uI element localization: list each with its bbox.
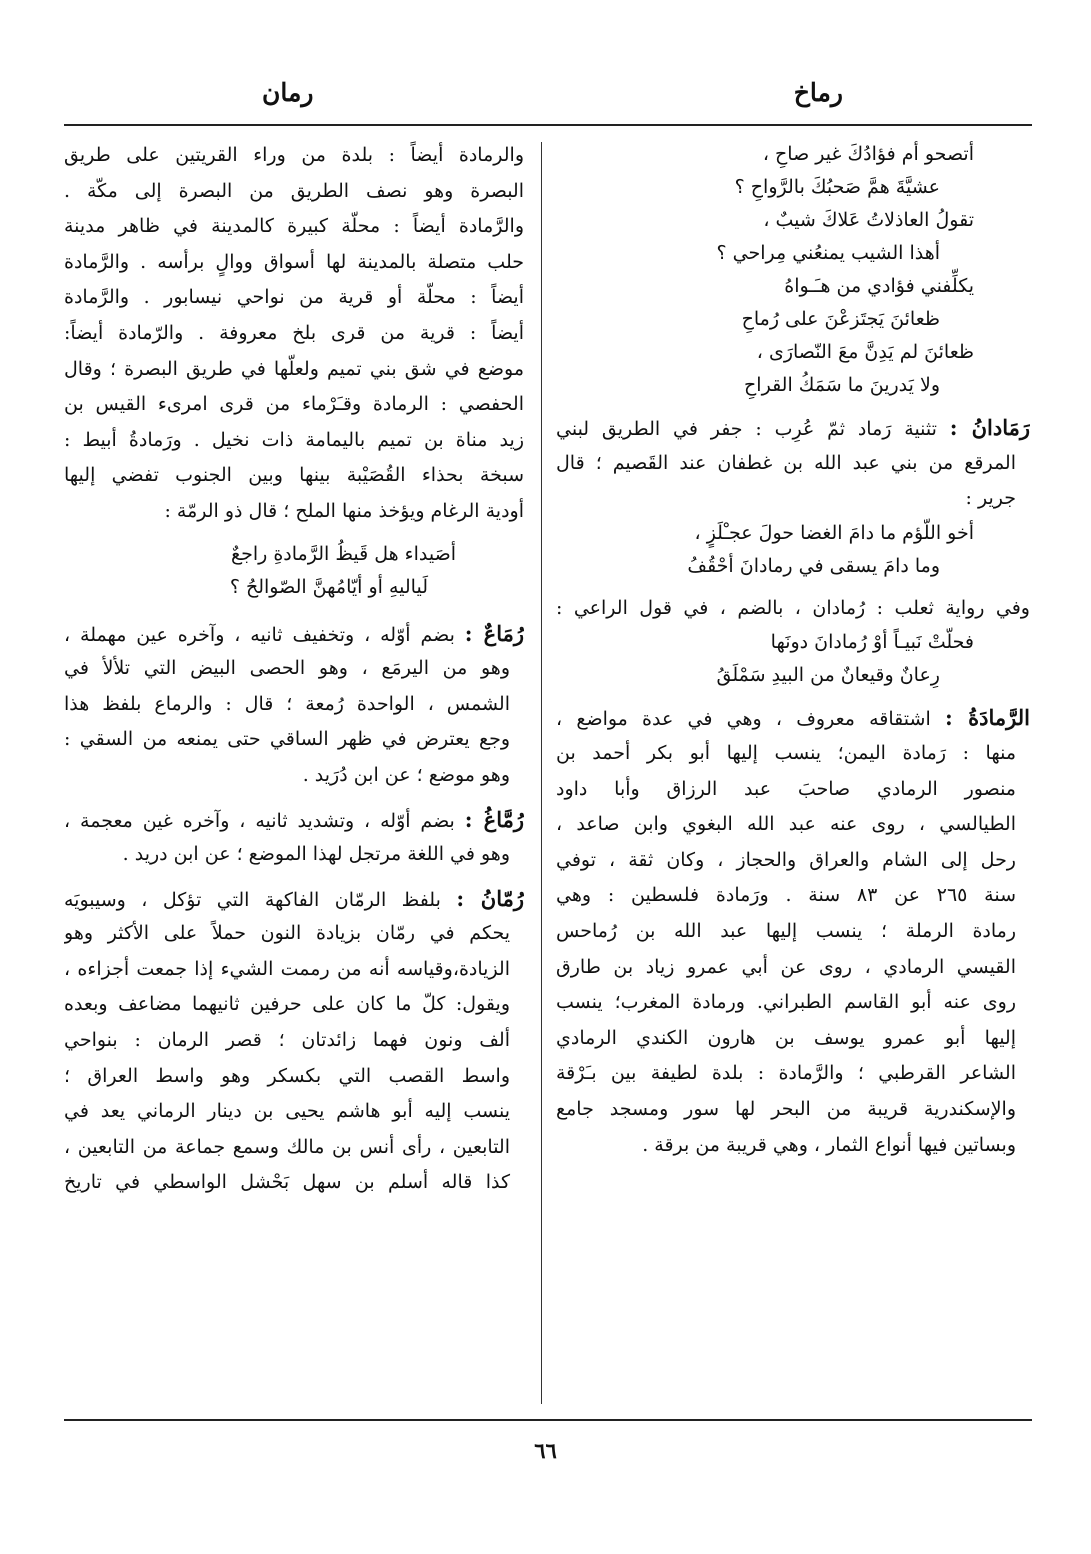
entry-line: سنة ٢٦٥ عن ٨٣ سنة . ورَمادة فلسطين : وهي: [556, 884, 1016, 907]
entry-line: وهو من اليرمَع ، وهو الحصى البيض التي تلألأ في: [64, 657, 510, 680]
entry-line: وبساتين فيها أنواع الثمار ، وهي قريبة من برقة .: [642, 1133, 1016, 1156]
text-line: سبخة بحذاء القُصَيْبة بينها وبين الجنوب تفضي إليها: [64, 464, 524, 487]
entry-headword: رُمَاعٌ :: [464, 620, 524, 646]
verse-line: عشيَّةَ همَّ صَحبُكَ بالرَّواحِ ؟: [734, 176, 940, 198]
entry-ramada: [556, 700, 1030, 1163]
verse-line: أصَيداء هل قَيظُ الرَّمادةِ راجعٌ: [231, 542, 456, 565]
entry-line: واسط القصب التي بكسكر وهو واسط العراق ؛: [64, 1064, 510, 1087]
entry-line: منصور الرمادي صاحبَ عبد الرزاق وأبا داود: [556, 777, 1016, 800]
verse-line: ولا يَدرينَ ما سَمَكُ القراحِ: [744, 374, 940, 396]
running-header-right: رماخ: [793, 78, 843, 107]
entry-line: يحكم في رمّان بزيادة النون حملاً على الأكثر وهو: [64, 922, 510, 945]
entry-rumagh: [64, 802, 524, 873]
running-header-left: رمان: [262, 78, 314, 107]
entry-headword: الرَّمادَةُ :: [944, 705, 1030, 731]
entry-line: الطيالسي ، روى عنه عبد الله البغوي وابن صاعد ،: [556, 813, 1017, 836]
entry-rumaa: [64, 616, 524, 794]
entry-headword: رُمّانُ :: [456, 885, 524, 911]
entry-line: منها : رَمادة اليمن؛ ينسب إليها أبو بكر أحمد بن: [556, 741, 1016, 764]
verse-block: [64, 538, 524, 604]
verse-line: تقولُ العاذلاتُ عَلاكَ شيبٌ ،: [763, 209, 974, 231]
verse-line: يكلِّفني فؤادي من هـَـواهُ: [784, 275, 974, 297]
text-line: والرمادة أيضاً : بلدة من وراء القريتين على طريق: [64, 144, 524, 166]
entry-ramadan: [556, 410, 1030, 517]
entry-line: الشمس ، الواحدة رُمعة ؛ قال : والرماع بلفظ هذا: [64, 692, 510, 715]
entry-line: ينسب إليه أبو هاشم يحيى بن دينار الرماني يعد في: [64, 1100, 510, 1123]
verse-line: ظعائنَ يَجتَزعْنَ على رُماحِ: [741, 308, 940, 330]
text-line: أيضاً : محلّة أو قرية من نواحي نيسابور . والرَّمادة: [64, 286, 524, 309]
verse-line: فحلّتْ نَبيـاً أوْ رُمادانَ دونَها: [770, 631, 974, 654]
entry-line: رمادة الرملة ؛ ينسب إليها عبد الله بن رُماحس: [556, 919, 1016, 942]
text-line: أودية الرغام ويؤخذ منها الملح ؛ قال ذو الرمّة :: [164, 499, 524, 522]
verse-line: أخو اللّؤم ما دامَ الغضا حولَ عجـْلَزٍ ،: [694, 521, 974, 544]
entry-headword: رَمَادانُ :: [949, 415, 1030, 440]
column-separator: [541, 142, 542, 1404]
text-line: زيد مناة بن تميم باليمامة ذات نخيل . ورَمادةُ أبيط :: [64, 428, 524, 451]
entry-line: الشاعر القرطبي ؛ والرَّمادة : بلدة لطيفة بين بـَرْقة: [556, 1062, 1016, 1085]
page-number: ٦٦: [534, 1438, 557, 1463]
entry-line: جرير :: [965, 487, 1016, 510]
entry-line: الزيادة،وقياسه أنه من رممت الشيء إذا جمعت أجزاءه ،: [64, 957, 510, 980]
verse-block-2: [556, 517, 1030, 583]
text-line: موضع في شق بني تميم ولعلّها في طريق البصرة ؛ وقال: [64, 357, 524, 380]
text-line: أيضاً : قرية من قرى بلخ معروفة . والرّمادة أيضاً:: [64, 321, 524, 344]
entry-rumman: [64, 881, 524, 1201]
entry-line: ألف ونون فهما زائدتان ؛ قصر الرمان : بنواحي: [64, 1029, 510, 1052]
entry-line: الرَّمادَةُ : اشتقاقه معروف ، وهي في عدة مواضع ،: [556, 705, 1030, 731]
text-line: الحفصي : الرمادة وقـَرْماء من قرى امرىء القيس بن: [64, 393, 524, 416]
entry-line: المرقع من بني عبد الله بن غطفان عند القَصيم ؛ قال: [556, 451, 1016, 474]
entry-line: إليها أبو عمرو يوسف بن هارون الكندي الرمادي: [556, 1026, 1016, 1049]
text-line: والرَّمادة أيضاً : محلّة كبيرة كالمدينة في ظاهر مدينة: [64, 215, 524, 238]
footer-rule: [64, 1419, 1032, 1421]
entry-line: التابعين ، رأى أنس بن مالك وسمع جماعة من التابعين ،: [64, 1135, 510, 1158]
entry-line: وهو في اللغة مرتجل لهذا الموضع ؛ عن ابن دريد .: [122, 843, 510, 866]
entry-line: القيسي الرمادي ، روى عن أبي عمرو زياد بن طارق: [556, 955, 1016, 978]
verse-block-3: [556, 626, 1030, 692]
entry-line: رَمَادانُ : تثنية رَماد ثمّ عُرِب : جفر في الطريق لبني: [556, 415, 1030, 440]
text-line: حلب متصلة بالمدينة لها أسواق ووالٍ برأسه . والرَّمادة: [64, 250, 524, 273]
entry-line: وهو موضع ؛ عن ابن دُرَيد .: [302, 763, 510, 786]
verse-line: ظعائنَ لم يَدِنَّ معَ النّصارَى ،: [756, 341, 974, 363]
verse-line: رِعانٌ وقيعانٌ من البيدِ سَمْلَقُ: [716, 664, 940, 687]
entry-line: والإسكندرية قريبة من البحر لها سور ومسجد جامع: [556, 1097, 1016, 1120]
entry-line: ويقول: كلّ ما كان على حرفين ثانيهما مضاعف وبعده: [64, 993, 510, 1016]
verse-line: وما دامَ يسقى في رمادانَ أحْقُفُ: [687, 554, 940, 577]
header-rule: [64, 124, 1032, 126]
verse-line: لَياليهِ أو أيّامُهنَّ الصّوالحُ ؟: [229, 575, 428, 598]
verse-block-1: [556, 138, 1030, 402]
right-column: [556, 138, 1030, 1163]
continued-text: [64, 138, 524, 530]
entry-line: وجع يعترض في ظهر الساقي حتى يمنعه من السقي :: [64, 728, 510, 751]
thalab-line: وفي رواية ثعلب : رُمادان ، بالضم ، في قول الراعي :: [556, 596, 1030, 619]
entry-line: كذا قاله أسلم بن سهل بَحْشل الواسطي في تاريخ: [64, 1171, 510, 1194]
entry-line: روى عنه أبو القاسم الطبراني. ورمادة المغرب؛ ينسب: [556, 991, 1016, 1014]
verse-line: أتصحو أم فؤادُكَ غير صاحِ ،: [762, 143, 974, 165]
text-line: البصرة وهو نصف الطريق من البصرة إلى مكّة .: [64, 179, 524, 202]
entry-line: رحل إلى الشام والعراق والحجاز ، وكان ثقة ، توفي: [556, 848, 1016, 871]
entry-headword: رُمَّاغُ :: [464, 806, 524, 832]
entry-line: رُمّانُ : بلفظ الرمّان الفاكهة التي تؤكل ، وسيبويَه: [64, 885, 524, 911]
verse-line: أهذا الشيب يمنعُني مِراحي ؟: [716, 242, 940, 264]
entry-line: رُمَّاغُ : بضم أوّله ، وتشديد ثانيه ، وآخره غين معجمة ،: [64, 806, 524, 832]
entry-line: رُمَاعٌ : بضم أوّله ، وتخفيف ثانيه ، وآخره عين مهملة ،: [64, 620, 524, 646]
left-column: [64, 138, 524, 1201]
